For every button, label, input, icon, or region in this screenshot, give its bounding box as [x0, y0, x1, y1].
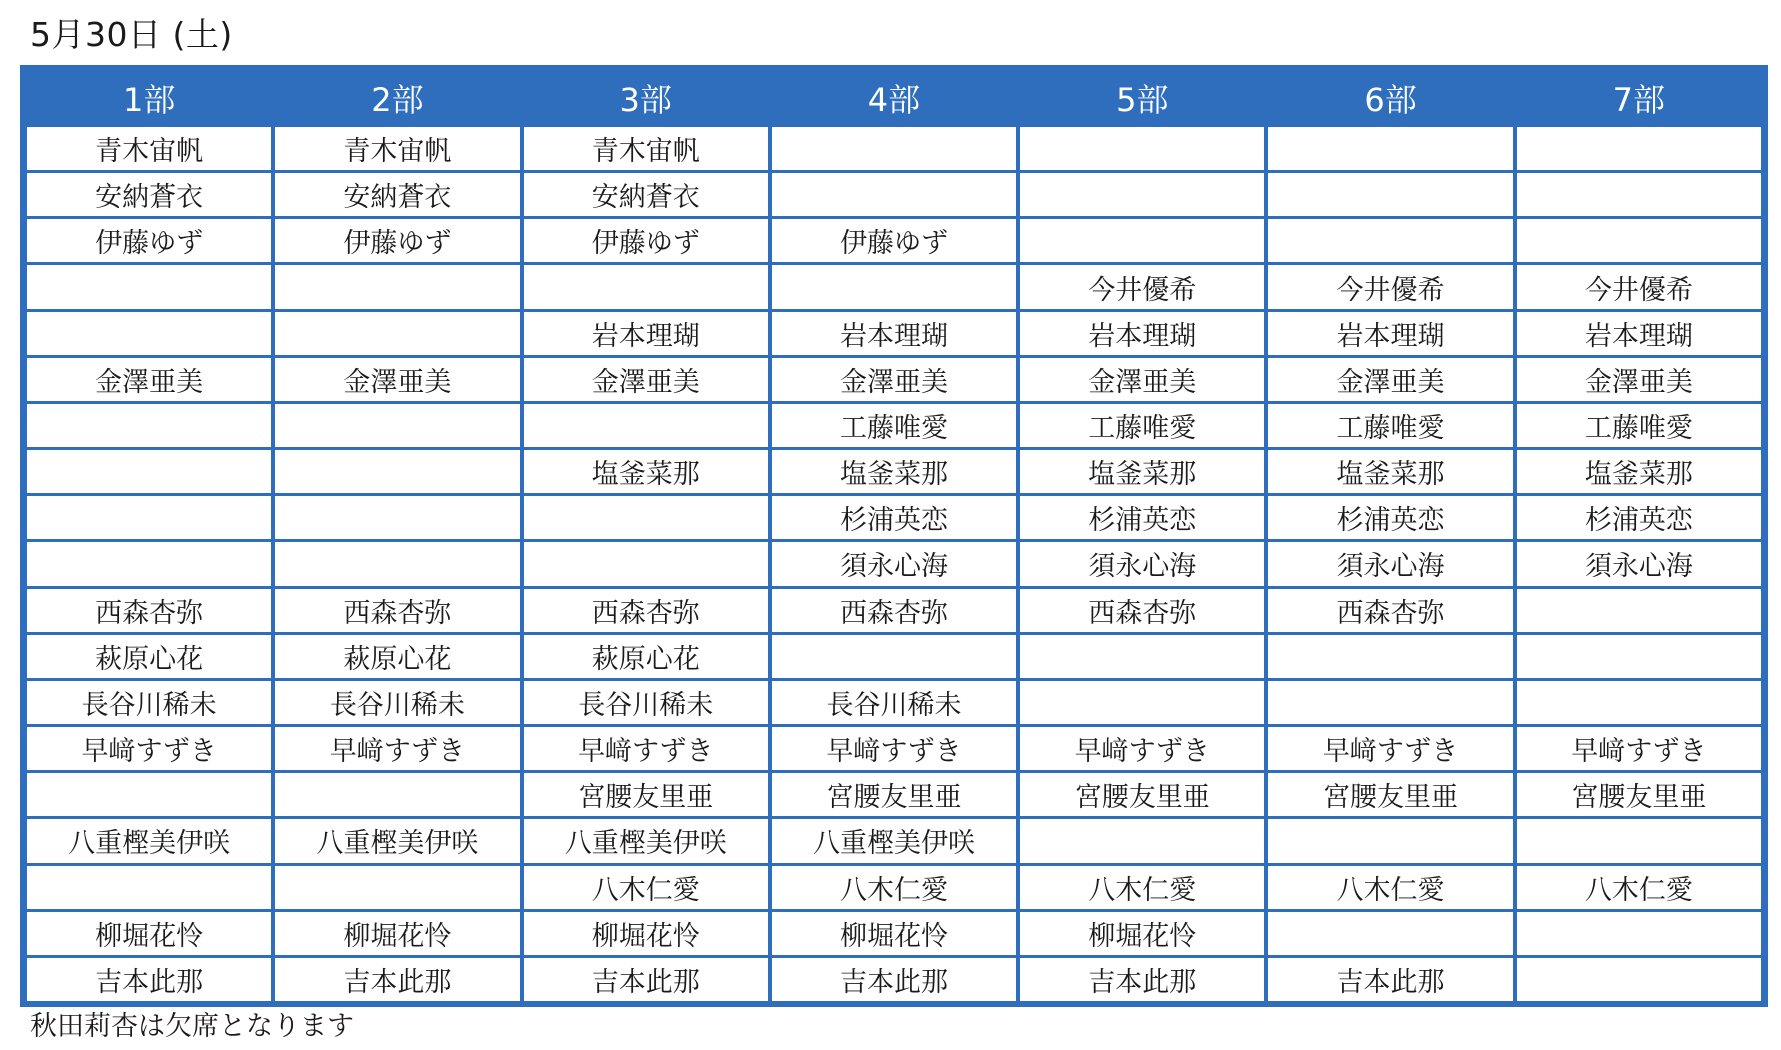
table-cell: 杉浦英恋 — [1517, 496, 1761, 539]
table-cell: 吉本此那 — [1020, 958, 1264, 1001]
table-row — [27, 542, 1761, 585]
table-cell: 青木宙帆 — [524, 127, 768, 170]
table-cell: 吉本此那 — [772, 958, 1016, 1001]
table-cell: 金澤亜美 — [27, 358, 271, 401]
column-header: 5部 — [1020, 71, 1264, 124]
table-cell: 八重樫美伊咲 — [27, 819, 271, 862]
table-cell — [524, 404, 768, 447]
table-cell: 吉本此那 — [524, 958, 768, 1001]
table-row — [27, 219, 1761, 262]
table-row — [27, 958, 1761, 1001]
table-row — [27, 773, 1761, 816]
table-row — [27, 912, 1761, 955]
table-cell: 宮腰友里亜 — [1517, 773, 1761, 816]
table-cell: 西森杏弥 — [1020, 589, 1264, 632]
table-cell: 金澤亜美 — [1268, 358, 1512, 401]
table-cell — [1517, 127, 1761, 170]
column-header: 1部 — [27, 71, 271, 124]
table-cell: 長谷川稀未 — [275, 681, 519, 724]
table-cell: 西森杏弥 — [27, 589, 271, 632]
table-cell: 早﨑すずき — [772, 727, 1016, 770]
table-row — [27, 819, 1761, 862]
table-cell: 宮腰友里亜 — [772, 773, 1016, 816]
table-cell: 須永心海 — [772, 542, 1016, 585]
table-cell: 萩原心花 — [524, 635, 768, 678]
table-cell: 柳堀花怜 — [27, 912, 271, 955]
table-cell: 早﨑すずき — [27, 727, 271, 770]
table-cell — [27, 450, 271, 493]
table-cell — [1020, 635, 1264, 678]
column-header: 7部 — [1517, 71, 1761, 124]
table-cell — [1517, 819, 1761, 862]
table-cell: 金澤亜美 — [524, 358, 768, 401]
table-cell: 須永心海 — [1517, 542, 1761, 585]
table-cell: 西森杏弥 — [772, 589, 1016, 632]
table-cell: 長谷川稀未 — [772, 681, 1016, 724]
table-cell: 須永心海 — [1268, 542, 1512, 585]
table-cell — [772, 127, 1016, 170]
table-cell: 宮腰友里亜 — [1020, 773, 1264, 816]
table-cell: 萩原心花 — [27, 635, 271, 678]
table-cell: 西森杏弥 — [1268, 589, 1512, 632]
table-cell: 伊藤ゆず — [524, 219, 768, 262]
table-cell — [275, 542, 519, 585]
table-cell: 工藤唯愛 — [1020, 404, 1264, 447]
table-row — [27, 358, 1761, 401]
column-header: 6部 — [1268, 71, 1512, 124]
table-cell: 伊藤ゆず — [27, 219, 271, 262]
table-cell — [275, 404, 519, 447]
schedule-table — [23, 68, 1765, 1004]
table-cell: 西森杏弥 — [275, 589, 519, 632]
table-row — [27, 127, 1761, 170]
table-row — [27, 265, 1761, 308]
table-cell — [1268, 635, 1512, 678]
table-cell: 吉本此那 — [275, 958, 519, 1001]
table-cell: 青木宙帆 — [275, 127, 519, 170]
table-cell — [1268, 219, 1512, 262]
table-cell: 早﨑すずき — [1268, 727, 1512, 770]
table-row — [27, 312, 1761, 355]
table-cell: 金澤亜美 — [772, 358, 1016, 401]
table-row — [27, 866, 1761, 909]
table-row — [27, 727, 1761, 770]
page-title: 5月30日 (土) — [30, 15, 233, 54]
table-cell: 塩釜菜那 — [524, 450, 768, 493]
table-cell: 塩釜菜那 — [1020, 450, 1264, 493]
table-cell: 八木仁愛 — [1020, 866, 1264, 909]
table-row — [27, 404, 1761, 447]
table-cell: 杉浦英恋 — [1268, 496, 1512, 539]
table-cell: 岩本理瑚 — [1268, 312, 1512, 355]
table-cell: 萩原心花 — [275, 635, 519, 678]
table-cell — [27, 265, 271, 308]
table-cell — [772, 173, 1016, 216]
table-cell — [1020, 219, 1264, 262]
column-header: 2部 — [275, 71, 519, 124]
table-cell — [1268, 173, 1512, 216]
table-cell: 柳堀花怜 — [772, 912, 1016, 955]
table-cell — [275, 496, 519, 539]
table-cell: 工藤唯愛 — [1268, 404, 1512, 447]
table-cell: 今井優希 — [1020, 265, 1264, 308]
table-cell: 塩釜菜那 — [1268, 450, 1512, 493]
table-cell: 安納蒼衣 — [524, 173, 768, 216]
table-cell: 須永心海 — [1020, 542, 1264, 585]
table-cell: 工藤唯愛 — [772, 404, 1016, 447]
table-cell — [524, 542, 768, 585]
table-cell — [275, 265, 519, 308]
table-cell: 八木仁愛 — [1268, 866, 1512, 909]
table-row — [27, 496, 1761, 539]
table-row — [27, 635, 1761, 678]
table-cell: 八重樫美伊咲 — [275, 819, 519, 862]
table-cell — [275, 450, 519, 493]
table-cell: 今井優希 — [1517, 265, 1761, 308]
table-cell: 杉浦英恋 — [1020, 496, 1264, 539]
schedule-table-frame — [20, 65, 1768, 1007]
absence-note: 秋田莉杏は欠席となります — [30, 1011, 354, 1042]
table-row — [27, 173, 1761, 216]
table-cell: 吉本此那 — [1268, 958, 1512, 1001]
table-cell: 伊藤ゆず — [772, 219, 1016, 262]
table-cell: 八重樫美伊咲 — [524, 819, 768, 862]
table-cell: 八木仁愛 — [772, 866, 1016, 909]
table-cell — [1020, 127, 1264, 170]
table-cell — [772, 265, 1016, 308]
table-cell: 金澤亜美 — [1517, 358, 1761, 401]
table-cell: 長谷川稀未 — [524, 681, 768, 724]
table-cell: 安納蒼衣 — [27, 173, 271, 216]
table-cell — [524, 265, 768, 308]
table-cell: 西森杏弥 — [524, 589, 768, 632]
column-header: 3部 — [524, 71, 768, 124]
column-header: 4部 — [772, 71, 1016, 124]
table-cell: 岩本理瑚 — [524, 312, 768, 355]
table-cell: 宮腰友里亜 — [524, 773, 768, 816]
table-cell: 工藤唯愛 — [1517, 404, 1761, 447]
table-cell: 塩釜菜那 — [772, 450, 1016, 493]
table-cell: 柳堀花怜 — [275, 912, 519, 955]
table-row — [27, 450, 1761, 493]
table-cell: 吉本此那 — [27, 958, 271, 1001]
table-cell: 塩釜菜那 — [1517, 450, 1761, 493]
table-cell: 宮腰友里亜 — [1268, 773, 1512, 816]
table-cell — [1517, 173, 1761, 216]
table-cell — [1517, 219, 1761, 262]
table-cell — [275, 866, 519, 909]
table-cell — [1268, 681, 1512, 724]
table-cell — [27, 312, 271, 355]
table-cell: 早﨑すずき — [275, 727, 519, 770]
table-cell: 金澤亜美 — [275, 358, 519, 401]
table-cell: 金澤亜美 — [1020, 358, 1264, 401]
table-cell: 長谷川稀未 — [27, 681, 271, 724]
table-cell — [27, 404, 271, 447]
table-cell: 安納蒼衣 — [275, 173, 519, 216]
table-cell — [1517, 958, 1761, 1001]
table-cell: 早﨑すずき — [524, 727, 768, 770]
table-cell: 早﨑すずき — [1020, 727, 1264, 770]
table-cell — [27, 496, 271, 539]
table-row — [27, 681, 1761, 724]
table-row — [27, 589, 1761, 632]
table-cell: 柳堀花怜 — [524, 912, 768, 955]
table-cell: 八木仁愛 — [1517, 866, 1761, 909]
table-cell — [275, 312, 519, 355]
table-cell: 伊藤ゆず — [275, 219, 519, 262]
table-cell: 早﨑すずき — [1517, 727, 1761, 770]
table-cell — [1517, 912, 1761, 955]
table-cell: 岩本理瑚 — [1517, 312, 1761, 355]
table-cell — [1020, 819, 1264, 862]
table-cell — [27, 773, 271, 816]
table-cell — [1020, 173, 1264, 216]
table-cell: 青木宙帆 — [27, 127, 271, 170]
table-cell — [1517, 589, 1761, 632]
table-cell — [1517, 681, 1761, 724]
table-cell — [1268, 912, 1512, 955]
table-cell: 柳堀花怜 — [1020, 912, 1264, 955]
table-cell — [275, 773, 519, 816]
table-cell — [772, 635, 1016, 678]
table-cell — [1020, 681, 1264, 724]
table-cell — [1268, 819, 1512, 862]
table-cell: 八重樫美伊咲 — [772, 819, 1016, 862]
table-cell — [524, 496, 768, 539]
table-cell: 八木仁愛 — [524, 866, 768, 909]
header-row — [27, 71, 1761, 124]
table-cell — [27, 866, 271, 909]
table-cell: 杉浦英恋 — [772, 496, 1016, 539]
schedule-body — [27, 127, 1761, 1001]
table-cell: 岩本理瑚 — [772, 312, 1016, 355]
table-cell — [1517, 635, 1761, 678]
table-cell: 今井優希 — [1268, 265, 1512, 308]
table-cell — [1268, 127, 1512, 170]
table-cell: 岩本理瑚 — [1020, 312, 1264, 355]
table-cell — [27, 542, 271, 585]
